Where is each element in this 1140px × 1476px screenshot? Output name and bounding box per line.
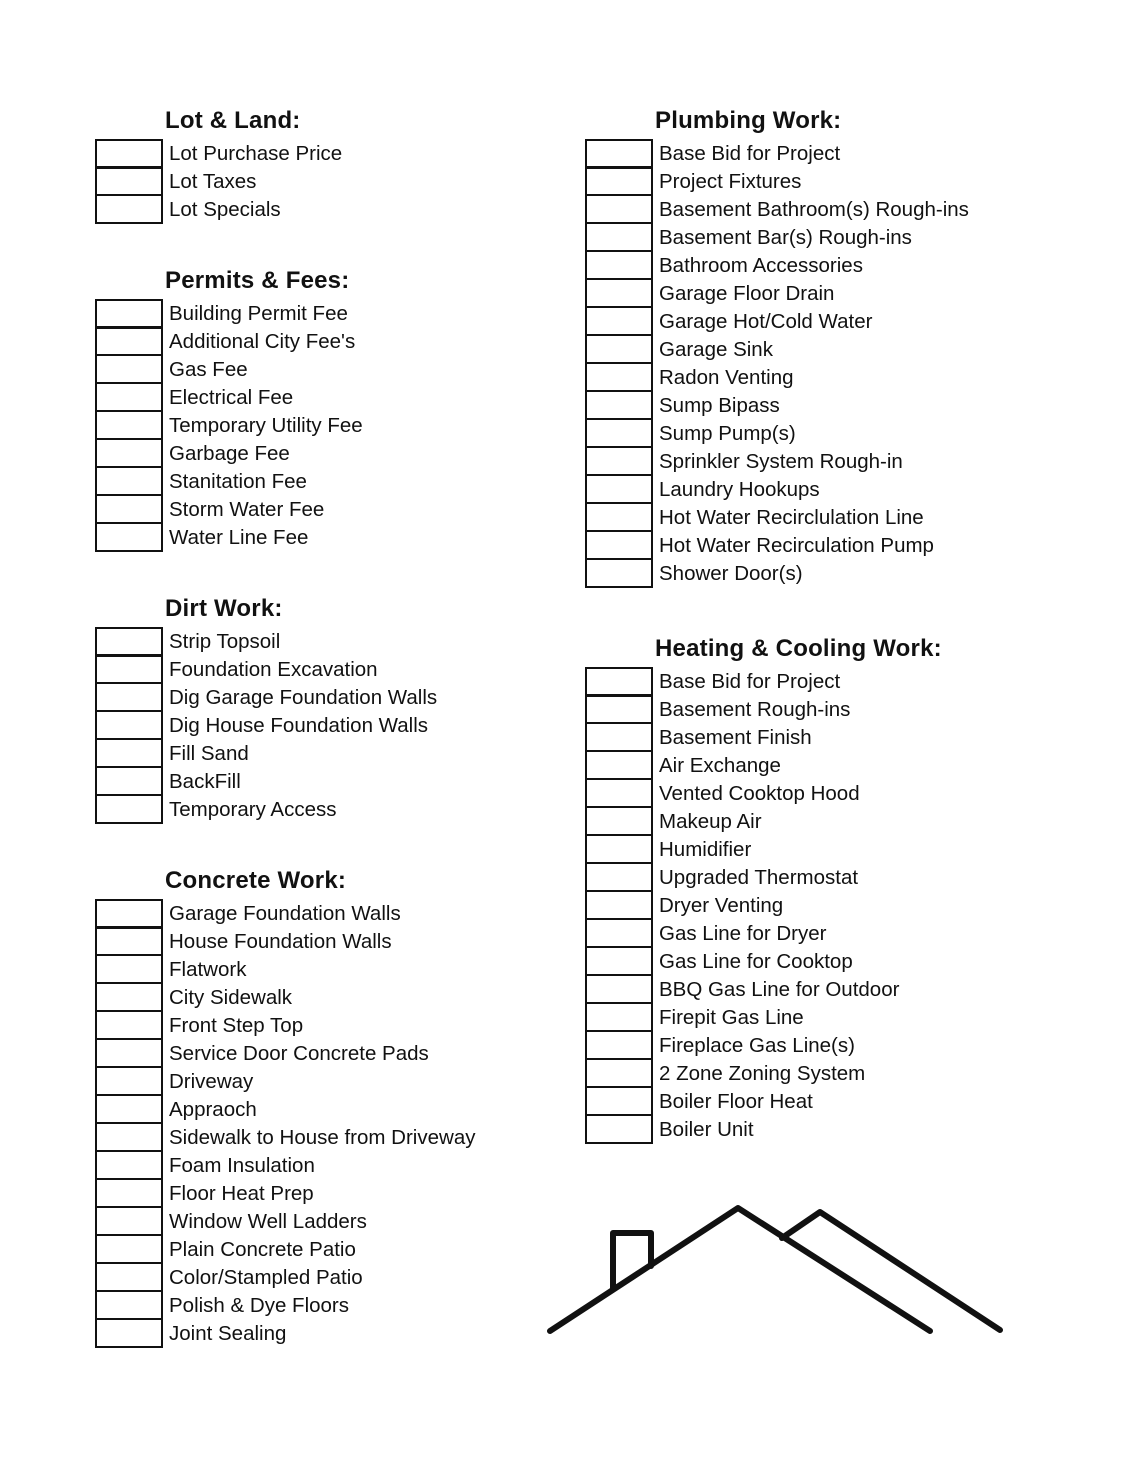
checkbox-shower-door-s[interactable] [585,558,653,588]
checklist-item [585,504,1005,532]
item-label: Garage Foundation Walls [169,902,401,925]
checklist-item [585,836,1005,864]
checkbox-stanitation-fee[interactable] [95,466,163,496]
checkbox-gas-fee[interactable] [95,354,163,384]
checklist-item [585,168,1005,196]
item-label: Garbage Fee [169,442,290,465]
item-label: BBQ Gas Line for Outdoor [659,978,900,1001]
checklist-item [585,532,1005,560]
item-label: Plain Concrete Patio [169,1238,356,1261]
item-label: House Foundation Walls [169,930,392,953]
item-label: Window Well Ladders [169,1210,367,1233]
item-label: Lot Taxes [169,170,257,193]
item-label: Base Bid for Project [659,670,841,693]
checkbox-building-permit-fee[interactable] [95,299,163,329]
item-label: Boiler Unit [659,1118,754,1141]
checkbox-dryer-venting[interactable] [585,890,653,920]
checklist-item [95,1292,515,1320]
item-label: Gas Fee [169,358,248,381]
section-title: Dirt Work: [165,595,283,622]
checkbox-upgraded-thermostat[interactable] [585,862,653,892]
checklist-item [95,300,515,328]
checklist-item [95,628,515,656]
checklist-item [95,768,515,796]
checklist-item [95,928,515,956]
checklist-item [585,668,1005,696]
checkbox-plain-concrete-patio[interactable] [95,1234,163,1264]
checkbox-basement-bar-s-rough-ins[interactable] [585,222,653,252]
checkbox-service-door-concrete-pads[interactable] [95,1038,163,1068]
item-label: Hot Water Recirclulation Line [659,506,924,529]
item-label: Additional City Fee's [169,330,356,353]
checkbox-garage-foundation-walls[interactable] [95,899,163,929]
checkbox-fill-sand[interactable] [95,738,163,768]
item-label: Bathroom Accessories [659,254,863,277]
item-label: Humidifier [659,838,752,861]
checklist [585,668,1005,1144]
checkbox-2-zone-zoning-system[interactable] [585,1058,653,1088]
checklist-item [95,440,515,468]
checklist-item [585,560,1005,588]
checklist-item [95,956,515,984]
checklist-item [95,328,515,356]
checklist-item [585,1032,1005,1060]
item-label: Air Exchange [659,754,781,777]
checklist-item [585,280,1005,308]
checkbox-color-stampled-patio[interactable] [95,1262,163,1292]
checklist-item [95,1068,515,1096]
checkbox-makeup-air[interactable] [585,806,653,836]
item-label: Electrical Fee [169,386,294,409]
checkbox-appraoch[interactable] [95,1094,163,1124]
checklist-item [585,752,1005,780]
checklist-item [585,724,1005,752]
right-checklist-column [585,106,1005,1144]
item-label: Appraoch [169,1098,257,1121]
checklist-item [95,796,515,824]
checkbox-front-step-top[interactable] [95,1010,163,1040]
item-label: Driveway [169,1070,254,1093]
item-label: Basement Rough-ins [659,698,851,721]
checkbox-bbq-gas-line-for-outdoor[interactable] [585,974,653,1004]
item-label: Basement Finish [659,726,812,749]
checklist-item [95,1012,515,1040]
section-dirt-work [95,594,515,824]
item-label: Vented Cooktop Hood [659,782,860,805]
section-permits-fees [95,266,515,552]
checkbox-backfill[interactable] [95,766,163,796]
checklist-item [585,336,1005,364]
checklist-item [585,1116,1005,1144]
checklist-item [95,1236,515,1264]
checklist-item [95,656,515,684]
checklist-item [585,448,1005,476]
checklist-item [585,140,1005,168]
checklist-item [585,476,1005,504]
checklist-item [585,420,1005,448]
checkbox-flatwork[interactable] [95,954,163,984]
checkbox-joint-sealing[interactable] [95,1318,163,1348]
checkbox-fireplace-gas-line-s[interactable] [585,1030,653,1060]
checklist-item [95,140,515,168]
item-label: Makeup Air [659,810,762,833]
checkbox-garbage-fee[interactable] [95,438,163,468]
checklist [585,140,1005,588]
item-label: Foam Insulation [169,1154,315,1177]
checkbox-hot-water-recirclulation-line[interactable] [585,502,653,532]
checkbox-garage-floor-drain[interactable] [585,278,653,308]
checkbox-window-well-ladders[interactable] [95,1206,163,1236]
checklist-item [585,364,1005,392]
item-label: BackFill [169,770,241,793]
checkbox-storm-water-fee[interactable] [95,494,163,524]
checkbox-lot-purchase-price[interactable] [95,139,163,169]
checklist-item [585,308,1005,336]
checklist-item [95,384,515,412]
item-label: Lot Specials [169,198,281,221]
checkbox-city-sidewalk[interactable] [95,982,163,1012]
section-lot-land [95,106,515,224]
item-label: Basement Bathroom(s) Rough-ins [659,198,969,221]
section-heating-cooling-work [585,634,1005,1144]
checklist [95,628,515,824]
checkbox-hot-water-recirculation-pump[interactable] [585,530,653,560]
checkbox-temporary-access[interactable] [95,794,163,824]
item-label: Storm Water Fee [169,498,325,521]
checkbox-bathroom-accessories[interactable] [585,250,653,280]
checklist-item [585,1004,1005,1032]
item-label: Shower Door(s) [659,562,803,585]
checkbox-boiler-floor-heat[interactable] [585,1086,653,1116]
checklist-item [585,196,1005,224]
checklist-item [95,468,515,496]
checklist-item [585,808,1005,836]
checkbox-basement-bathroom-s-rough-ins[interactable] [585,194,653,224]
checkbox-garage-hot-cold-water[interactable] [585,306,653,336]
item-label: Sump Pump(s) [659,422,796,445]
checklist-item [585,252,1005,280]
item-label: Basement Bar(s) Rough-ins [659,226,912,249]
item-label: Lot Purchase Price [169,142,343,165]
checklist-item [95,1040,515,1068]
checklist-item [95,984,515,1012]
checkbox-temporary-utility-fee[interactable] [95,410,163,440]
section-title: Lot & Land: [165,107,301,134]
checkbox-air-exchange[interactable] [585,750,653,780]
checkbox-foam-insulation[interactable] [95,1150,163,1180]
item-label: Boiler Floor Heat [659,1090,813,1113]
item-label: Dryer Venting [659,894,784,917]
item-label: Building Permit Fee [169,302,348,325]
item-label: Temporary Access [169,798,337,821]
item-label: Polish & Dye Floors [169,1294,350,1317]
checkbox-firepit-gas-line[interactable] [585,1002,653,1032]
item-label: Flatwork [169,958,247,981]
section-title: Heating & Cooling Work: [655,635,942,662]
section-title: Permits & Fees: [165,267,350,294]
checklist-item [95,684,515,712]
checkbox-floor-heat-prep[interactable] [95,1178,163,1208]
checklist-item [585,392,1005,420]
checkbox-dig-house-foundation-walls[interactable] [95,710,163,740]
checkbox-sump-pump-s[interactable] [585,418,653,448]
item-label: Firepit Gas Line [659,1006,804,1029]
checklist-item [95,168,515,196]
checkbox-base-bid-for-project[interactable] [585,139,653,169]
checkbox-basement-rough-ins[interactable] [585,694,653,724]
section-title: Concrete Work: [165,867,347,894]
item-label: Fireplace Gas Line(s) [659,1034,855,1057]
checklist-item [585,976,1005,1004]
checklist-item [95,524,515,552]
checkbox-base-bid-for-project[interactable] [585,667,653,697]
checkbox-water-line-fee[interactable] [95,522,163,552]
item-label: Stanitation Fee [169,470,307,493]
section-plumbing-work [585,106,1005,588]
item-label: Floor Heat Prep [169,1182,314,1205]
left-checklist-column [95,106,515,1348]
checkbox-sidewalk-to-house-from-driveway[interactable] [95,1122,163,1152]
item-label: Radon Venting [659,366,794,389]
checkbox-boiler-unit[interactable] [585,1114,653,1144]
item-label: Laundry Hookups [659,478,820,501]
house-roof-icon [540,1200,1010,1345]
checklist [95,300,515,552]
checklist-item [95,1264,515,1292]
item-label: Gas Line for Cooktop [659,950,853,973]
checklist-item [95,1096,515,1124]
checkbox-polish-dye-floors[interactable] [95,1290,163,1320]
item-label: Gas Line for Dryer [659,922,827,945]
checkbox-gas-line-for-dryer[interactable] [585,918,653,948]
item-label: Sump Bipass [659,394,780,417]
item-label: Sprinkler System Rough-in [659,450,903,473]
checklist [95,140,515,224]
checkbox-radon-venting[interactable] [585,362,653,392]
checklist-item [95,1180,515,1208]
checklist-item [95,1208,515,1236]
item-label: Garage Sink [659,338,773,361]
checkbox-project-fixtures[interactable] [585,166,653,196]
item-label: Service Door Concrete Pads [169,1042,429,1065]
item-label: Temporary Utility Fee [169,414,363,437]
checkbox-sprinkler-system-rough-in[interactable] [585,446,653,476]
checkbox-garage-sink[interactable] [585,334,653,364]
item-label: Dig House Foundation Walls [169,714,429,737]
item-label: 2 Zone Zoning System [659,1062,866,1085]
checkbox-laundry-hookups[interactable] [585,474,653,504]
checklist-item [585,780,1005,808]
item-label: Upgraded Thermostat [659,866,859,889]
checklist-item [585,892,1005,920]
checkbox-basement-finish[interactable] [585,722,653,752]
item-label: Garage Hot/Cold Water [659,310,873,333]
checklist-item [95,712,515,740]
checklist-item [585,920,1005,948]
checklist-item [95,1152,515,1180]
item-label: Front Step Top [169,1014,304,1037]
checkbox-driveway[interactable] [95,1066,163,1096]
checklist-item [585,948,1005,976]
item-label: Foundation Excavation [169,658,378,681]
item-label: City Sidewalk [169,986,293,1009]
item-label: Dig Garage Foundation Walls [169,686,438,709]
item-label: Sidewalk to House from Driveway [169,1126,476,1149]
item-label: Color/Stampled Patio [169,1266,363,1289]
section-title: Plumbing Work: [655,107,842,134]
checklist-item [95,356,515,384]
checklist [95,900,515,1348]
checkbox-sump-bipass[interactable] [585,390,653,420]
checklist-item [95,900,515,928]
checklist-item [585,864,1005,892]
checkbox-foundation-excavation[interactable] [95,654,163,684]
section-concrete-work [95,866,515,1348]
checkbox-strip-topsoil[interactable] [95,627,163,657]
checkbox-electrical-fee[interactable] [95,382,163,412]
checkbox-lot-specials[interactable] [95,194,163,224]
item-label: Water Line Fee [169,526,309,549]
checklist-item [95,740,515,768]
item-label: Hot Water Recirculation Pump [659,534,934,557]
item-label: Strip Topsoil [169,630,281,653]
checklist-item [95,412,515,440]
checklist-item [585,224,1005,252]
checklist-item [95,196,515,224]
checklist-item [95,1320,515,1348]
checklist-item [585,1060,1005,1088]
item-label: Joint Sealing [169,1322,287,1345]
checkbox-house-foundation-walls[interactable] [95,926,163,956]
checkbox-vented-cooktop-hood[interactable] [585,778,653,808]
checkbox-gas-line-for-cooktop[interactable] [585,946,653,976]
checkbox-humidifier[interactable] [585,834,653,864]
item-label: Fill Sand [169,742,249,765]
checklist-item [95,496,515,524]
item-label: Garage Floor Drain [659,282,835,305]
checklist-item [95,1124,515,1152]
checklist-item [585,696,1005,724]
checkbox-dig-garage-foundation-walls[interactable] [95,682,163,712]
checklist-item [585,1088,1005,1116]
checkbox-additional-city-fee-s[interactable] [95,326,163,356]
item-label: Base Bid for Project [659,142,841,165]
checkbox-lot-taxes[interactable] [95,166,163,196]
item-label: Project Fixtures [659,170,802,193]
